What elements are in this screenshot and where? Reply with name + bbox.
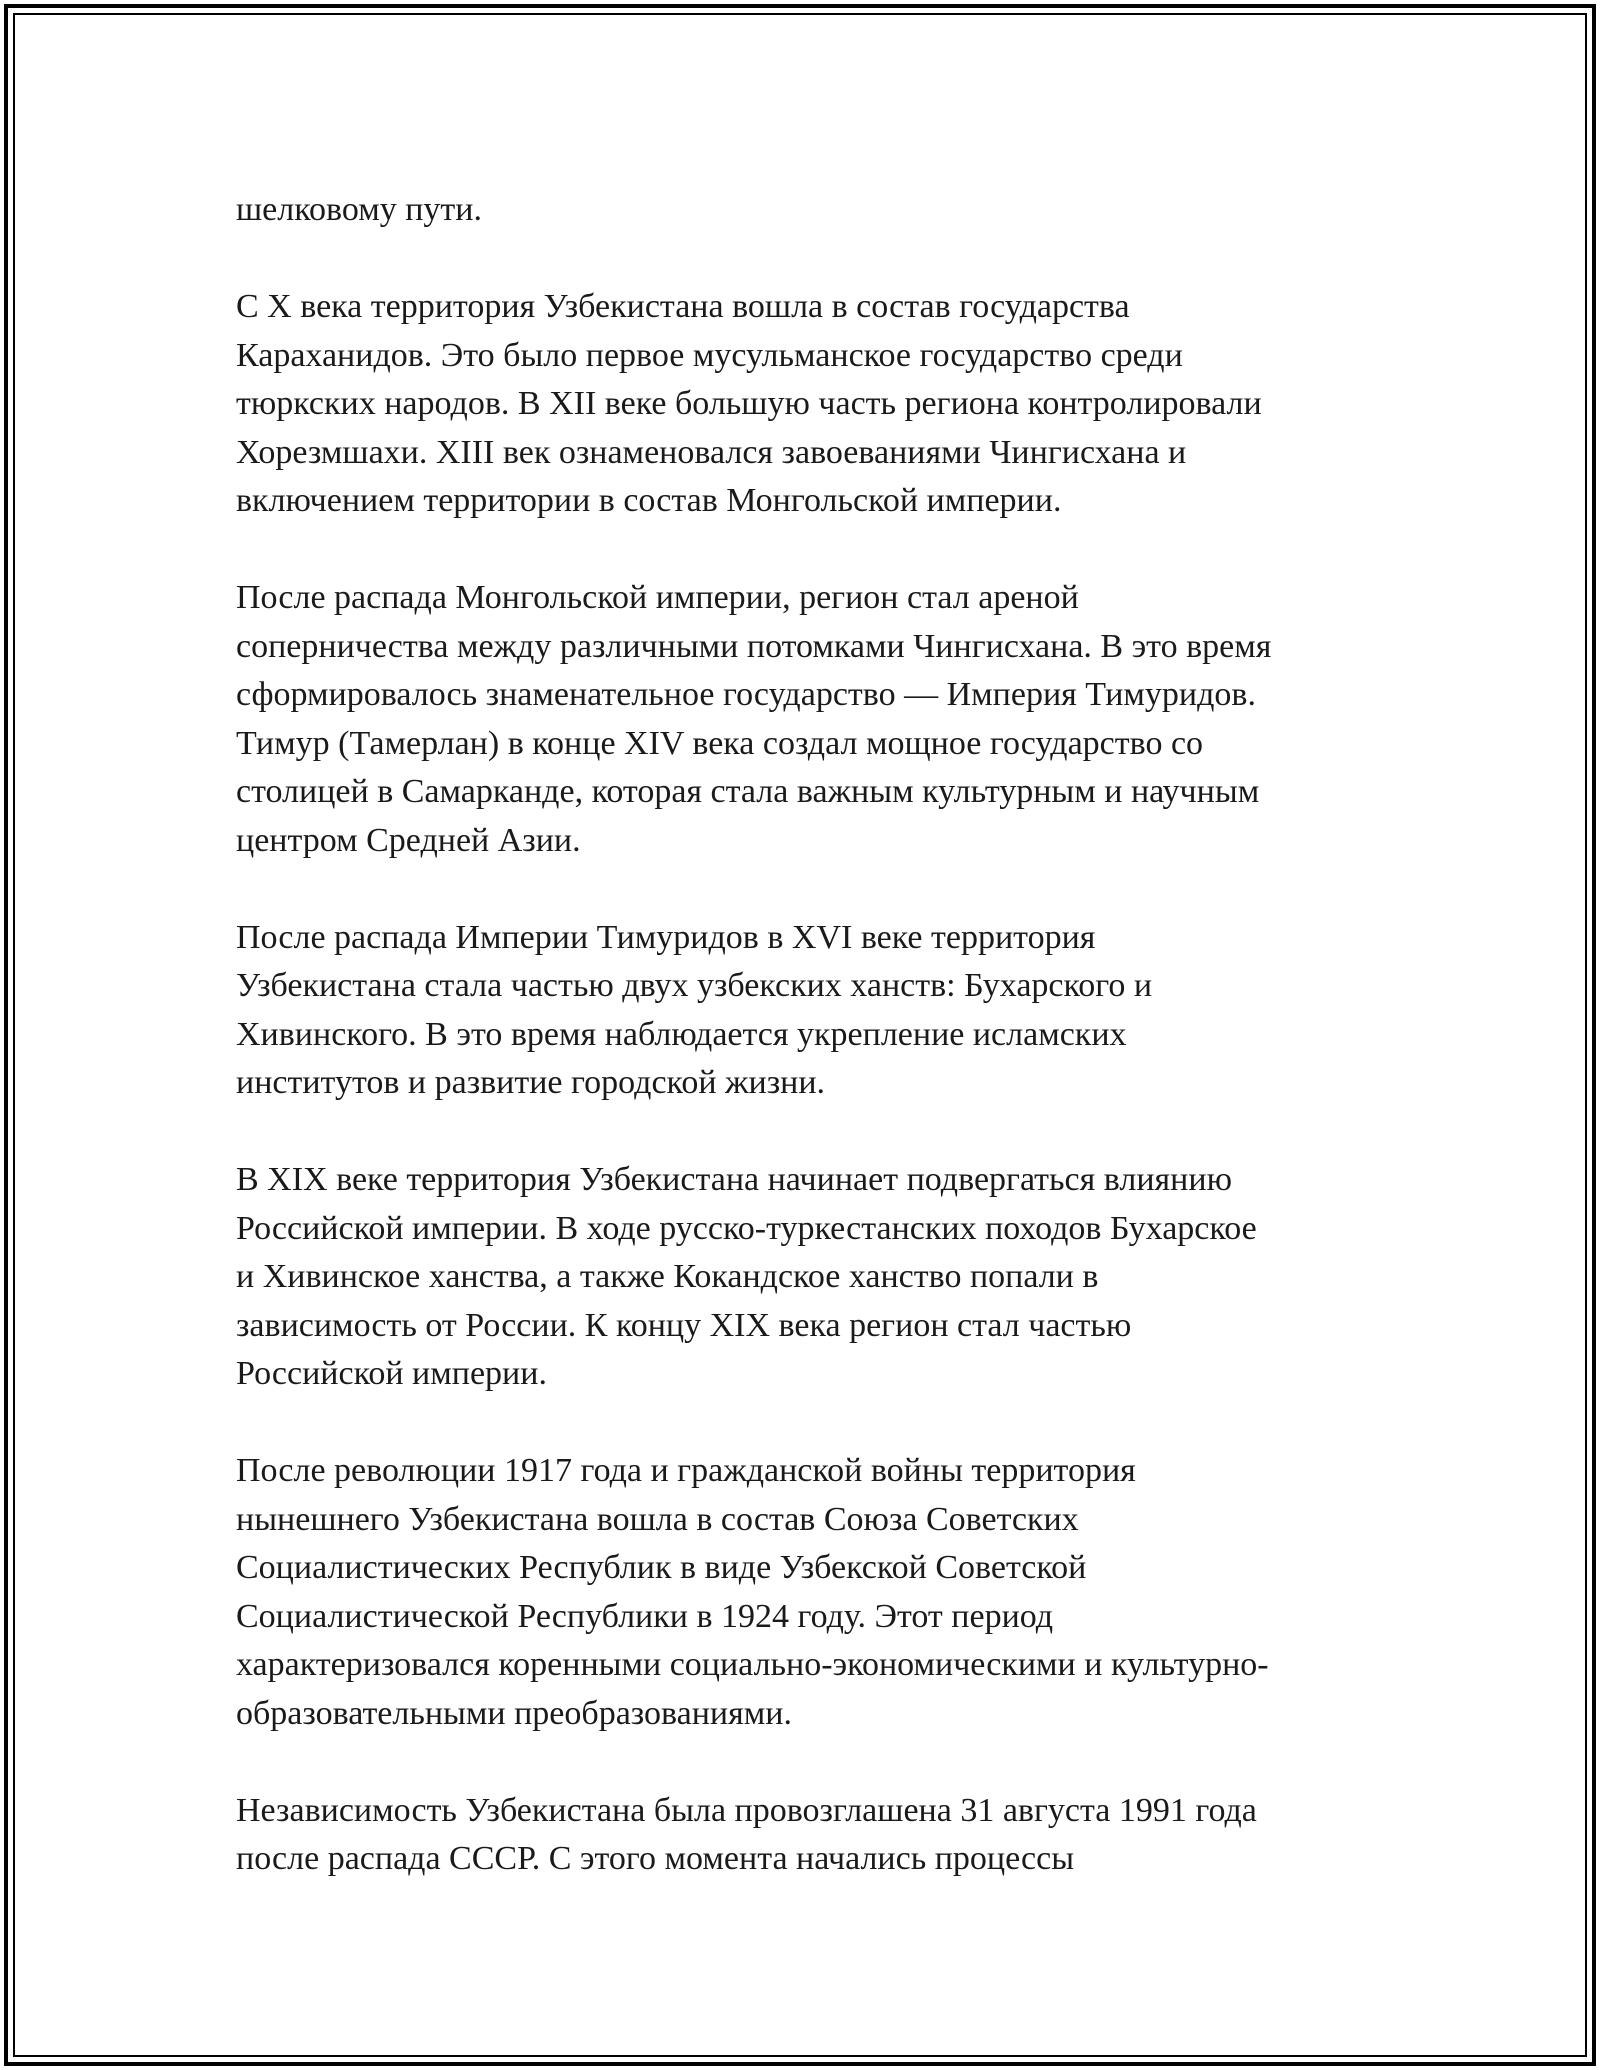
paragraph-2	[236, 283, 1366, 526]
paragraph-4	[236, 914, 1366, 1108]
text-line: после распада СССР. С этого момента начались процессы	[236, 1840, 1075, 1877]
paragraph-3	[236, 574, 1366, 865]
text-line: нынешнего Узбекистана вошла в состав Союза Советских	[236, 1500, 1079, 1538]
text-line: сформировалось знаменательное государство — Империя Тимуридов.	[236, 676, 1256, 713]
text-line: Хивинского. В это время наблюдается укрепление исламских	[236, 1015, 1127, 1053]
paragraph-1	[236, 186, 1366, 235]
text-line: характеризовался коренными социально-экономическими и культурно-	[236, 1646, 1269, 1683]
paragraph-7	[236, 1787, 1366, 1884]
text-line: После распада Империи Тимуридов в XVI веке территория	[236, 918, 1096, 956]
text-line: соперничества между различными потомками Чингисхана. В это время	[236, 627, 1272, 665]
text-line: Российской империи.	[236, 1355, 547, 1392]
text-line: Хорезмшахи. XIII век ознаменовался завоеваниями Чингисхана и	[236, 433, 1187, 471]
text-line: шелковому пути.	[236, 191, 482, 228]
text-line: зависимость от России. К концу XIX века регион стал частью	[236, 1306, 1132, 1344]
text-line: Независимость Узбекистана была провозглашена 31 августа 1991 года	[236, 1791, 1257, 1829]
text-line: тюркских народов. В XII веке большую часть региона контролировали	[236, 385, 1262, 422]
document-body	[236, 186, 1366, 1932]
text-line: образовательными преобразованиями.	[236, 1694, 792, 1732]
text-line: С X века территория Узбекистана вошла в состав государства	[236, 288, 1130, 325]
text-line: Социалистических Республик в виде Узбекской Советской	[236, 1549, 1087, 1586]
text-line: После революции 1917 года и гражданской войны территория	[236, 1452, 1136, 1489]
text-line: Узбекистана стала частью двух узбекских ханств: Бухарского и	[236, 967, 1153, 1004]
text-line: Караханидов. Это было первое мусульманское государство среди	[236, 336, 1183, 374]
text-line: и Хивинское ханства, а также Кокандское ханство попали в	[236, 1258, 1099, 1295]
text-line: Тимур (Тамерлан) в конце XIV века создал мощное государство со	[236, 724, 1204, 762]
text-line: В XIX веке территория Узбекистана начинает подвергаться влиянию	[236, 1161, 1232, 1198]
text-line: После распада Монгольской империи, регион стал ареной	[236, 579, 1079, 616]
paragraph-6	[236, 1447, 1366, 1738]
text-line: центром Средней Азии.	[236, 821, 581, 859]
paragraph-5	[236, 1156, 1366, 1399]
text-line: столицей в Самарканде, которая стала важным культурным и научным	[236, 773, 1260, 810]
text-line: институтов и развитие городской жизни.	[236, 1064, 826, 1101]
text-line: Российской империи. В ходе русско-туркестанских походов Бухарское	[236, 1209, 1257, 1247]
text-line: Социалистической Республики в 1924 году. Этот период	[236, 1597, 1054, 1635]
text-line: включением территории в состав Монгольской империи.	[236, 482, 1062, 519]
